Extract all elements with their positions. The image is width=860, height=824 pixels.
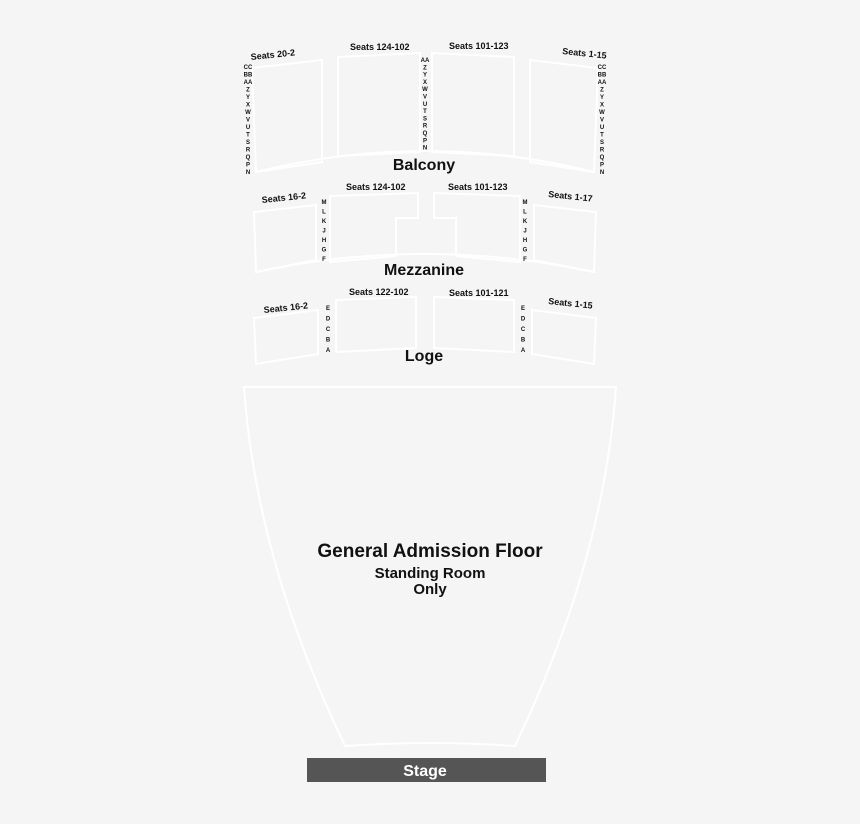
loge-section-center-right[interactable] (434, 297, 514, 352)
row-label: AA (243, 80, 253, 86)
loge-rows-right (521, 306, 526, 354)
row-label: W (245, 110, 251, 116)
row-label: BB (243, 72, 253, 79)
loge-section-right[interactable] (532, 310, 596, 364)
loge-section-right-label: Seats 1-15 (547, 296, 594, 311)
mezzanine-rows-left (322, 200, 327, 263)
row-label: E (325, 306, 331, 312)
row-label: M (522, 200, 528, 206)
balcony-section-right-label: Seats 1-15 (561, 46, 608, 61)
row-label: E (520, 306, 526, 312)
mezzanine-section-center-left[interactable] (330, 193, 418, 262)
row-label: P (422, 138, 428, 145)
row-label: Q (599, 155, 605, 161)
balcony-rows-left (244, 65, 253, 176)
loge-section-center-left[interactable] (336, 297, 416, 352)
row-label: B (325, 337, 331, 344)
row-label: CC (243, 65, 253, 71)
row-label: J (523, 228, 527, 235)
balcony-level (244, 41, 607, 176)
row-label: U (245, 125, 251, 131)
row-label: U (599, 125, 605, 131)
row-label: R (599, 147, 605, 154)
row-label: V (245, 117, 251, 124)
balcony-section-right[interactable] (530, 60, 598, 172)
row-label: R (422, 123, 428, 130)
row-label: K (321, 219, 327, 225)
row-label: BB (597, 72, 607, 79)
row-label: C (325, 327, 331, 333)
stage (307, 758, 546, 782)
mezzanine-title: Mezzanine (383, 262, 465, 279)
row-label: Q (245, 155, 251, 161)
row-label: N (245, 170, 251, 176)
row-label: P (245, 162, 251, 169)
row-label: AA (420, 58, 430, 64)
loge-level (254, 287, 596, 365)
row-label: F (523, 257, 527, 263)
balcony-section-left[interactable] (252, 60, 322, 172)
row-label: V (599, 117, 605, 124)
row-label: A (520, 348, 526, 354)
row-label: Y (245, 95, 251, 101)
row-label: N (422, 145, 428, 152)
row-label: Z (600, 87, 604, 94)
row-label: S (599, 140, 605, 146)
row-label: X (599, 102, 605, 109)
row-label: A (325, 348, 331, 354)
row-label: V (422, 94, 428, 101)
mezzanine-section-center-left-label: Seats 124-102 (346, 182, 406, 192)
row-label: C (520, 327, 526, 333)
balcony-section-center-right-label: Seats 101-123 (449, 41, 509, 51)
row-label: P (599, 162, 605, 169)
loge-section-left-label: Seats 16-2 (263, 300, 309, 315)
balcony-rows-center (421, 58, 430, 152)
balcony-section-left-label: Seats 20-2 (250, 47, 296, 62)
loge-section-center-left-label: Seats 122-102 (349, 287, 409, 297)
mezzanine-section-center-right[interactable] (434, 193, 520, 262)
row-label: M (321, 200, 327, 206)
row-label: Y (599, 95, 605, 101)
balcony-section-center-left[interactable] (338, 53, 420, 156)
row-label: AA (597, 80, 607, 86)
row-label: Z (246, 87, 250, 94)
mezzanine-section-right-label: Seats 1-17 (547, 189, 594, 204)
row-label: J (322, 228, 326, 235)
loge-section-center-right-label: Seats 101-121 (449, 288, 509, 298)
row-label: D (325, 316, 331, 323)
row-label: S (422, 116, 428, 123)
row-label: X (245, 102, 251, 109)
row-label: CC (597, 65, 607, 71)
floor-subtitle-line1: Standing Room (374, 565, 486, 582)
loge-section-left[interactable] (254, 310, 318, 364)
row-label: L (523, 209, 527, 216)
balcony-section-center-left-label: Seats 124-102 (350, 42, 410, 52)
row-label: L (322, 209, 326, 216)
row-label: T (246, 132, 250, 139)
row-label: G (522, 247, 528, 254)
row-label: S (245, 140, 251, 146)
row-label: F (322, 257, 326, 263)
row-label: R (245, 147, 251, 154)
floor-subtitle-line2: Only (413, 581, 447, 598)
stage-label: Stage (403, 763, 447, 780)
row-label: Y (422, 72, 428, 79)
balcony-section-center-right[interactable] (432, 53, 514, 156)
floor-title: General Admission Floor (317, 541, 543, 562)
row-label: H (522, 238, 528, 244)
row-label: D (520, 316, 526, 323)
floor-area (244, 387, 616, 746)
row-label: U (422, 101, 428, 108)
row-label: W (422, 87, 428, 94)
mezzanine-level (254, 182, 596, 279)
balcony-title: Balcony (392, 157, 456, 174)
row-label: W (599, 110, 605, 116)
row-label: K (522, 219, 528, 225)
loge-rows-left (326, 306, 331, 354)
row-label: Q (422, 131, 428, 137)
row-label: T (600, 132, 604, 139)
row-label: Z (423, 65, 427, 72)
row-label: B (520, 337, 526, 344)
row-label: T (423, 109, 427, 116)
row-label: X (422, 79, 428, 86)
row-label: H (321, 238, 327, 244)
mezzanine-section-center-right-label: Seats 101-123 (448, 182, 508, 192)
loge-title: Loge (404, 348, 444, 365)
row-label: G (321, 247, 327, 254)
row-label: N (599, 170, 605, 176)
balcony-rows-right (598, 65, 607, 176)
mezzanine-section-left-label: Seats 16-2 (261, 190, 307, 205)
mezzanine-rows-right (523, 200, 528, 263)
